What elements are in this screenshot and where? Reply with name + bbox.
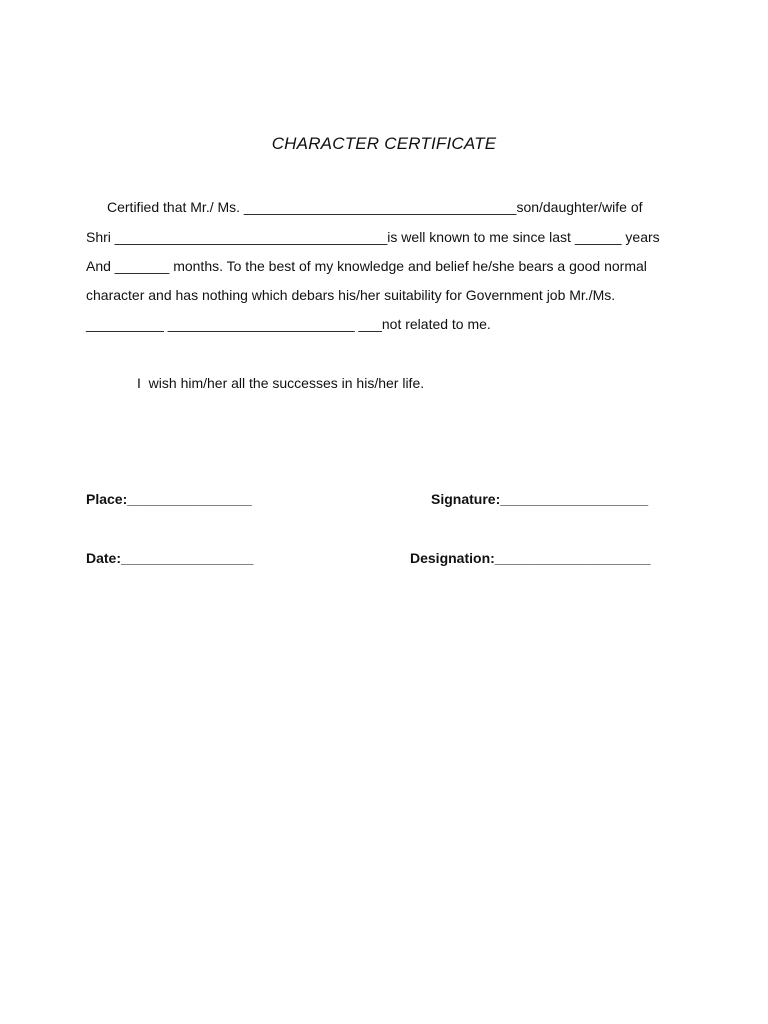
- place-field: Place:________________: [86, 491, 252, 507]
- body-line-3: And _______ months. To the best of my knowledge and belief he/she bears a good normal: [86, 258, 647, 274]
- signature-field: Signature:___________________: [431, 491, 649, 507]
- body-line-1: Certified that Mr./ Ms. ___________________________________son/daughter/wife of: [107, 199, 643, 215]
- body-line-5: __________ ________________________ ___not related to me.: [86, 316, 491, 332]
- body-line-2: Shri ___________________________________is well known to me since last ______ years: [86, 229, 660, 245]
- body-line-4: character and has nothing which debars his/her suitability for Government job Mr./Ms.: [86, 287, 616, 303]
- page-title: CHARACTER CERTIFICATE: [271, 134, 497, 153]
- date-field: Date:_________________: [86, 550, 254, 566]
- wish-line: I wish him/her all the successes in his/her life.: [137, 375, 425, 391]
- designation-field: Designation:____________________: [410, 550, 651, 566]
